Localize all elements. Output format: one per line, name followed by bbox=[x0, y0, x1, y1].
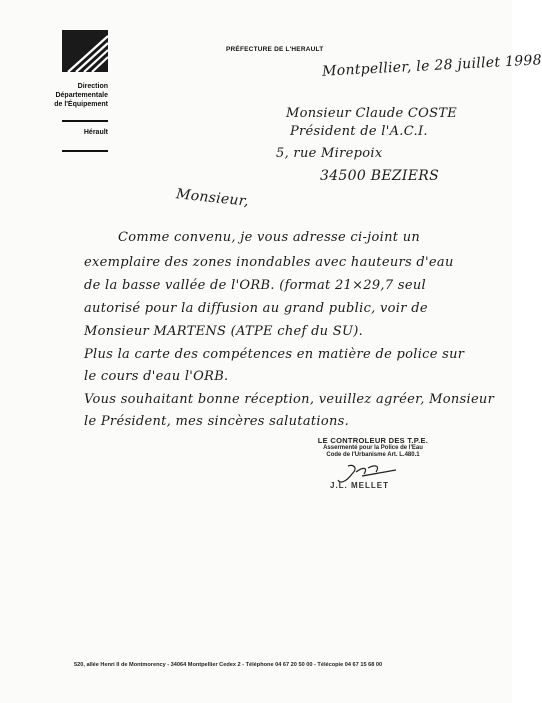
body-line: exemplaire des zones inondables avec hauteurs d'eau bbox=[84, 255, 454, 270]
footer-address: 520, allée Henri II de Montmorency - 34064 Montpellier Cedex 2 - Téléphone 04 67 20 50 00 - Télécopie 04 67 15 68 00 bbox=[74, 662, 383, 668]
org-name bbox=[28, 82, 108, 109]
body-line: le cours d'eau l'ORB. bbox=[84, 369, 229, 384]
letter-date: Montpellier, le 28 juillet 1998 bbox=[321, 52, 542, 80]
recipient-line-4: 34500 BEZIERS bbox=[320, 168, 440, 184]
stamp-title: LE CONTROLEUR DES T.P.E. bbox=[317, 436, 429, 445]
salutation: Monsieur, bbox=[175, 186, 250, 210]
org-line-3: de l'Équipement bbox=[54, 101, 108, 108]
body-line: de la basse vallée de l'ORB. (format 21×29,7 seul bbox=[84, 278, 426, 293]
body-line: le Président, mes sincères salutations. bbox=[84, 414, 350, 429]
recipient-line-1: Monsieur Claude COSTE bbox=[286, 106, 458, 121]
department-name: Hérault bbox=[83, 129, 108, 136]
stamp-line-2: Code de l'Urbanisme Art. L.480.1 bbox=[326, 452, 420, 458]
recipient-line-2: Président de l'A.C.I. bbox=[290, 124, 428, 139]
body-line: autorisé pour la diffusion au grand public, voir de bbox=[84, 301, 428, 316]
body-line: Plus la carte des compétences en matière de police sur bbox=[84, 347, 465, 362]
signatory-name: J.L. MELLET bbox=[330, 481, 389, 490]
org-line-2: Départementale bbox=[55, 92, 108, 99]
stamp-line-1: Assermenté pour la Police de l'Eau bbox=[323, 445, 423, 451]
recipient-line-3: 5, rue Mirepoix bbox=[276, 146, 383, 161]
official-stamp bbox=[290, 436, 456, 459]
org-divider bbox=[62, 120, 108, 122]
body-line: Monsieur MARTENS (ATPE chef du SU). bbox=[84, 324, 364, 339]
department-divider bbox=[62, 150, 108, 152]
body-line: Vous souhaitant bonne réception, veuillez agréer, Monsieur bbox=[84, 392, 495, 407]
body-line: Comme convenu, je vous adresse ci-joint un bbox=[118, 230, 421, 245]
ministry-logo bbox=[62, 30, 108, 72]
prefecture-header: PRÉFECTURE DE L'HERAULT bbox=[226, 46, 324, 53]
org-line-1: Direction bbox=[77, 83, 108, 90]
